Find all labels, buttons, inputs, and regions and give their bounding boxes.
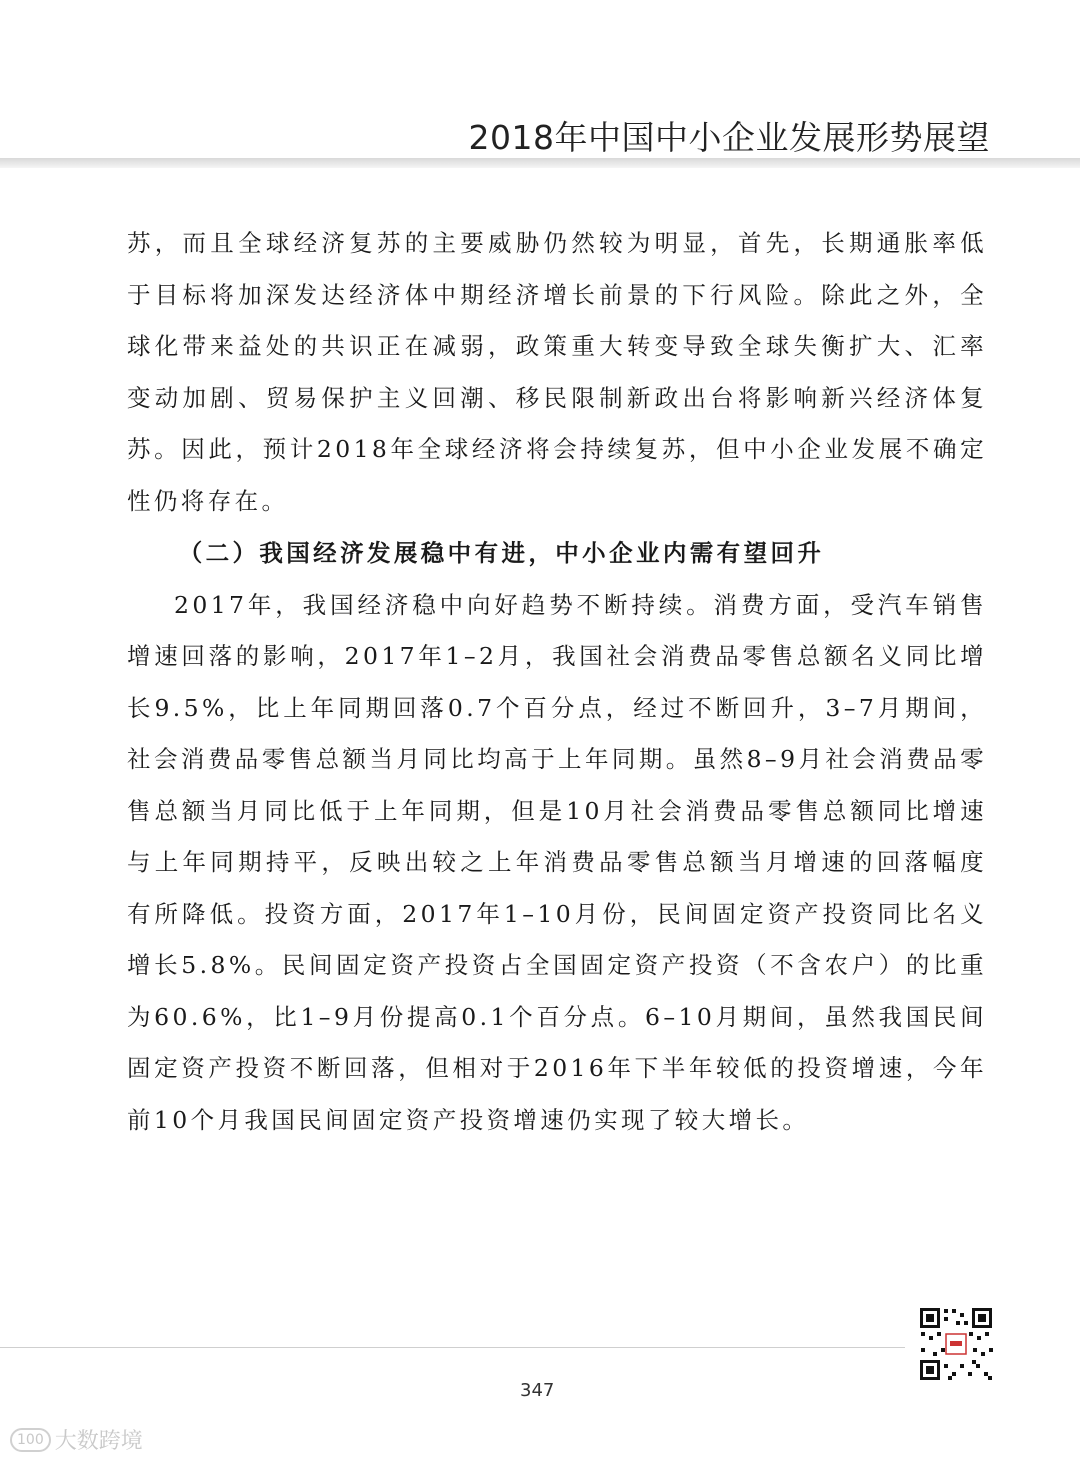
footer-divider (0, 1347, 905, 1348)
page-number: 347 (520, 1380, 555, 1401)
header-bar (0, 158, 1080, 168)
watermark-logo-icon: 100 (10, 1428, 51, 1452)
watermark-text: 大数跨境 (54, 1429, 143, 1454)
paragraph-economy: 2017年，我国经济稳中向好趋势不断持续。消费方面，受汽车销售增速回落的影响，2017年1–2月，我国社会消费品零售总额名义同比增长9.5%，比上年同期回落0.7个百分点，经过不断回升，3–7月期间，社会消费品零售总额当月同比均高于上年同期。虽然8–9月社会消费品零售总额当月同比低于上年同期，但是10月社会消费品零售总额同比增速与上年同期持平，反映出较之上年消费品零售总额当月增速的回落幅度有所降低。投资方面，2017年1–10月份，民间固定资产投资同比名义增长5.8%。民间固定资产投资占全国固定资产投资（不含农户）的比重为60.6%，比1–9月份提高0.1个百分点。6–10月期间，虽然我国民间固定资产投资不断回落，但相对于2016年下半年较低的投资增速，今年前10个月我国民间固定资产投资增速仍实现了较大增长。 (127, 590, 987, 1134)
page-body (127, 218, 987, 1146)
page-header-title: 2018年中国中小企业发展形势展望 (468, 118, 990, 157)
qr-code-icon (918, 1306, 994, 1382)
watermark (10, 1424, 143, 1455)
section-heading: （二）我国经济发展稳中有进，中小企业内需有望回升 (178, 539, 825, 567)
paragraph-continued: 苏，而且全球经济复苏的主要威胁仍然较为明显，首先，长期通胀率低于目标将加深发达经济体中期经济增长前景的下行风险。除此之外，全球化带来益处的共识正在减弱，政策重大转变导致全球失衡扩大、汇率变动加剧、贸易保护主义回潮、移民限制新政出台将影响新兴经济体复苏。因此，预计2018年全球经济将会持续复苏，但中小企业发展不确定性仍将存在。 (127, 229, 987, 515)
